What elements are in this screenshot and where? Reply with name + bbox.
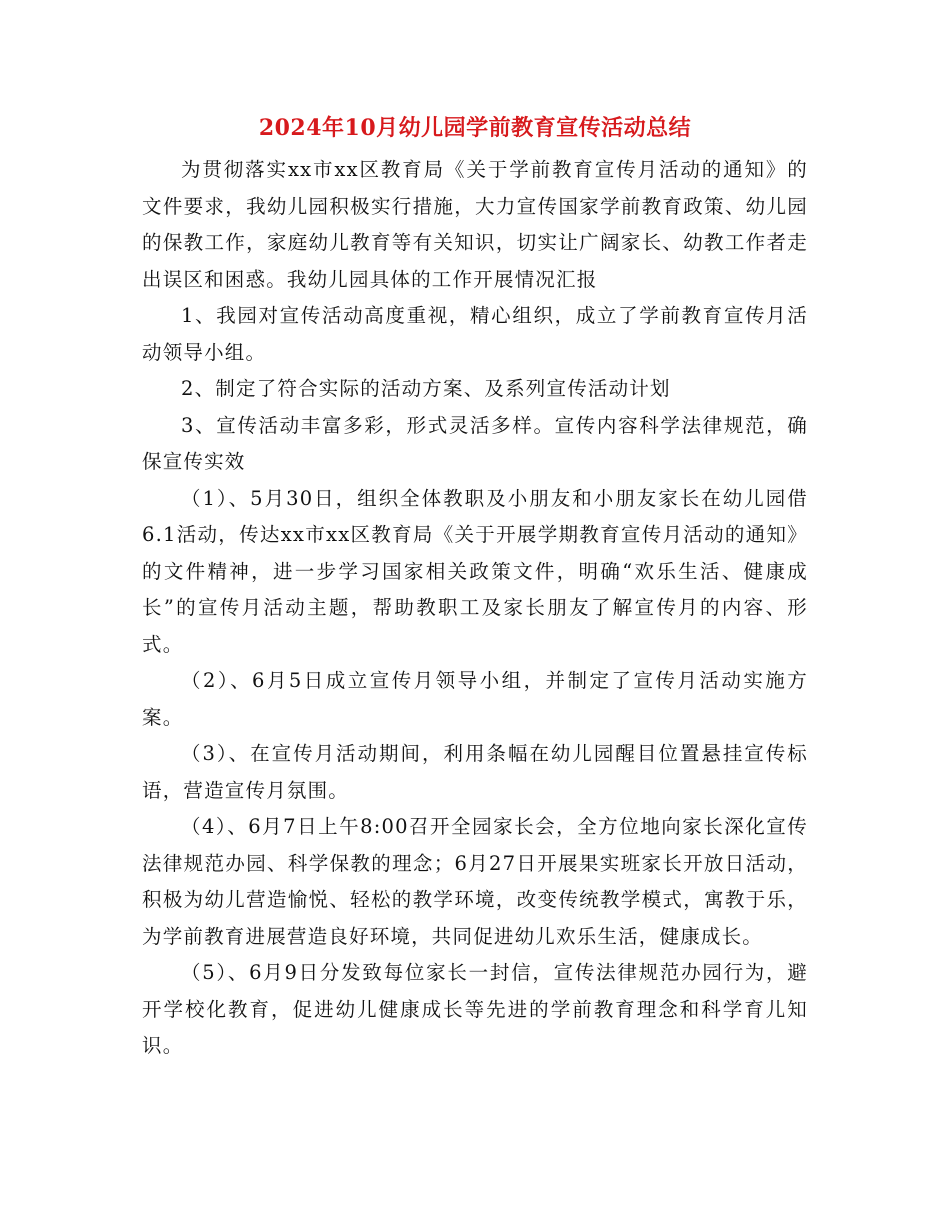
document-body (142, 152, 808, 1065)
paragraph-subitem-1: （1）、5月30日，组织全体教职及小朋友和小朋友家长在幼儿园借6.1活动，传达xx市xx区教育局《关于开展学期教育宣传月活动的通知》的文件精神，进一步学习国家相关政策文件，明确“欢乐生活、健康成长”的宣传月活动主题，帮助教职工及家长朋友了解宣传月的内容、形式。 (142, 486, 808, 656)
paragraph-subitem-4: （4）、6月7日上午8:00召开全园家长会，全方位地向家长深化宣传法律规范办园、科学保教的理念；6月27日开展果实班家长开放日活动，积极为幼儿营造愉悦、轻松的教学环境，改变传统教学模式，寓教于乐，为学前教育进展营造良好环境，共同促进幼儿欢乐生活，健康成长。 (142, 815, 808, 948)
document-title: 2024年10月幼儿园学前教育宣传活动总结 (258, 115, 692, 141)
paragraph-subitem-2: （2）、6月5日成立宣传月领导小组，并制定了宣传月活动实施方案。 (142, 669, 808, 729)
paragraph-item-1: 1、我园对宣传活动高度重视，精心组织，成立了学前教育宣传月活动领导小组。 (142, 304, 808, 364)
paragraph-subitem-3: （3）、在宣传月活动期间，利用条幅在幼儿园醒目位置悬挂宣传标语，营造宣传月氛围。 (142, 742, 808, 802)
paragraph-intro: 为贯彻落实xx市xx区教育局《关于学前教育宣传月活动的通知》的文件要求，我幼儿园积极实行措施，大力宣传国家学前教育政策、幼儿园的保教工作，家庭幼儿教育等有关知识，切实让广阔家长、幼教工作者走出误区和困惑。我幼儿园具体的工作开展情况汇报 (142, 158, 808, 291)
paragraph-item-3: 3、宣传活动丰富多彩，形式灵活多样。宣传内容科学法律规范，确保宣传实效 (142, 413, 808, 473)
paragraph-subitem-5: （5）、6月9日分发致每位家长一封信，宣传法律规范办园行为，避开学校化教育，促进幼儿健康成长等先进的学前教育理念和科学育儿知识。 (142, 961, 808, 1057)
paragraph-item-2: 2、制定了符合实际的活动方案、及系列宣传活动计划 (181, 377, 671, 400)
